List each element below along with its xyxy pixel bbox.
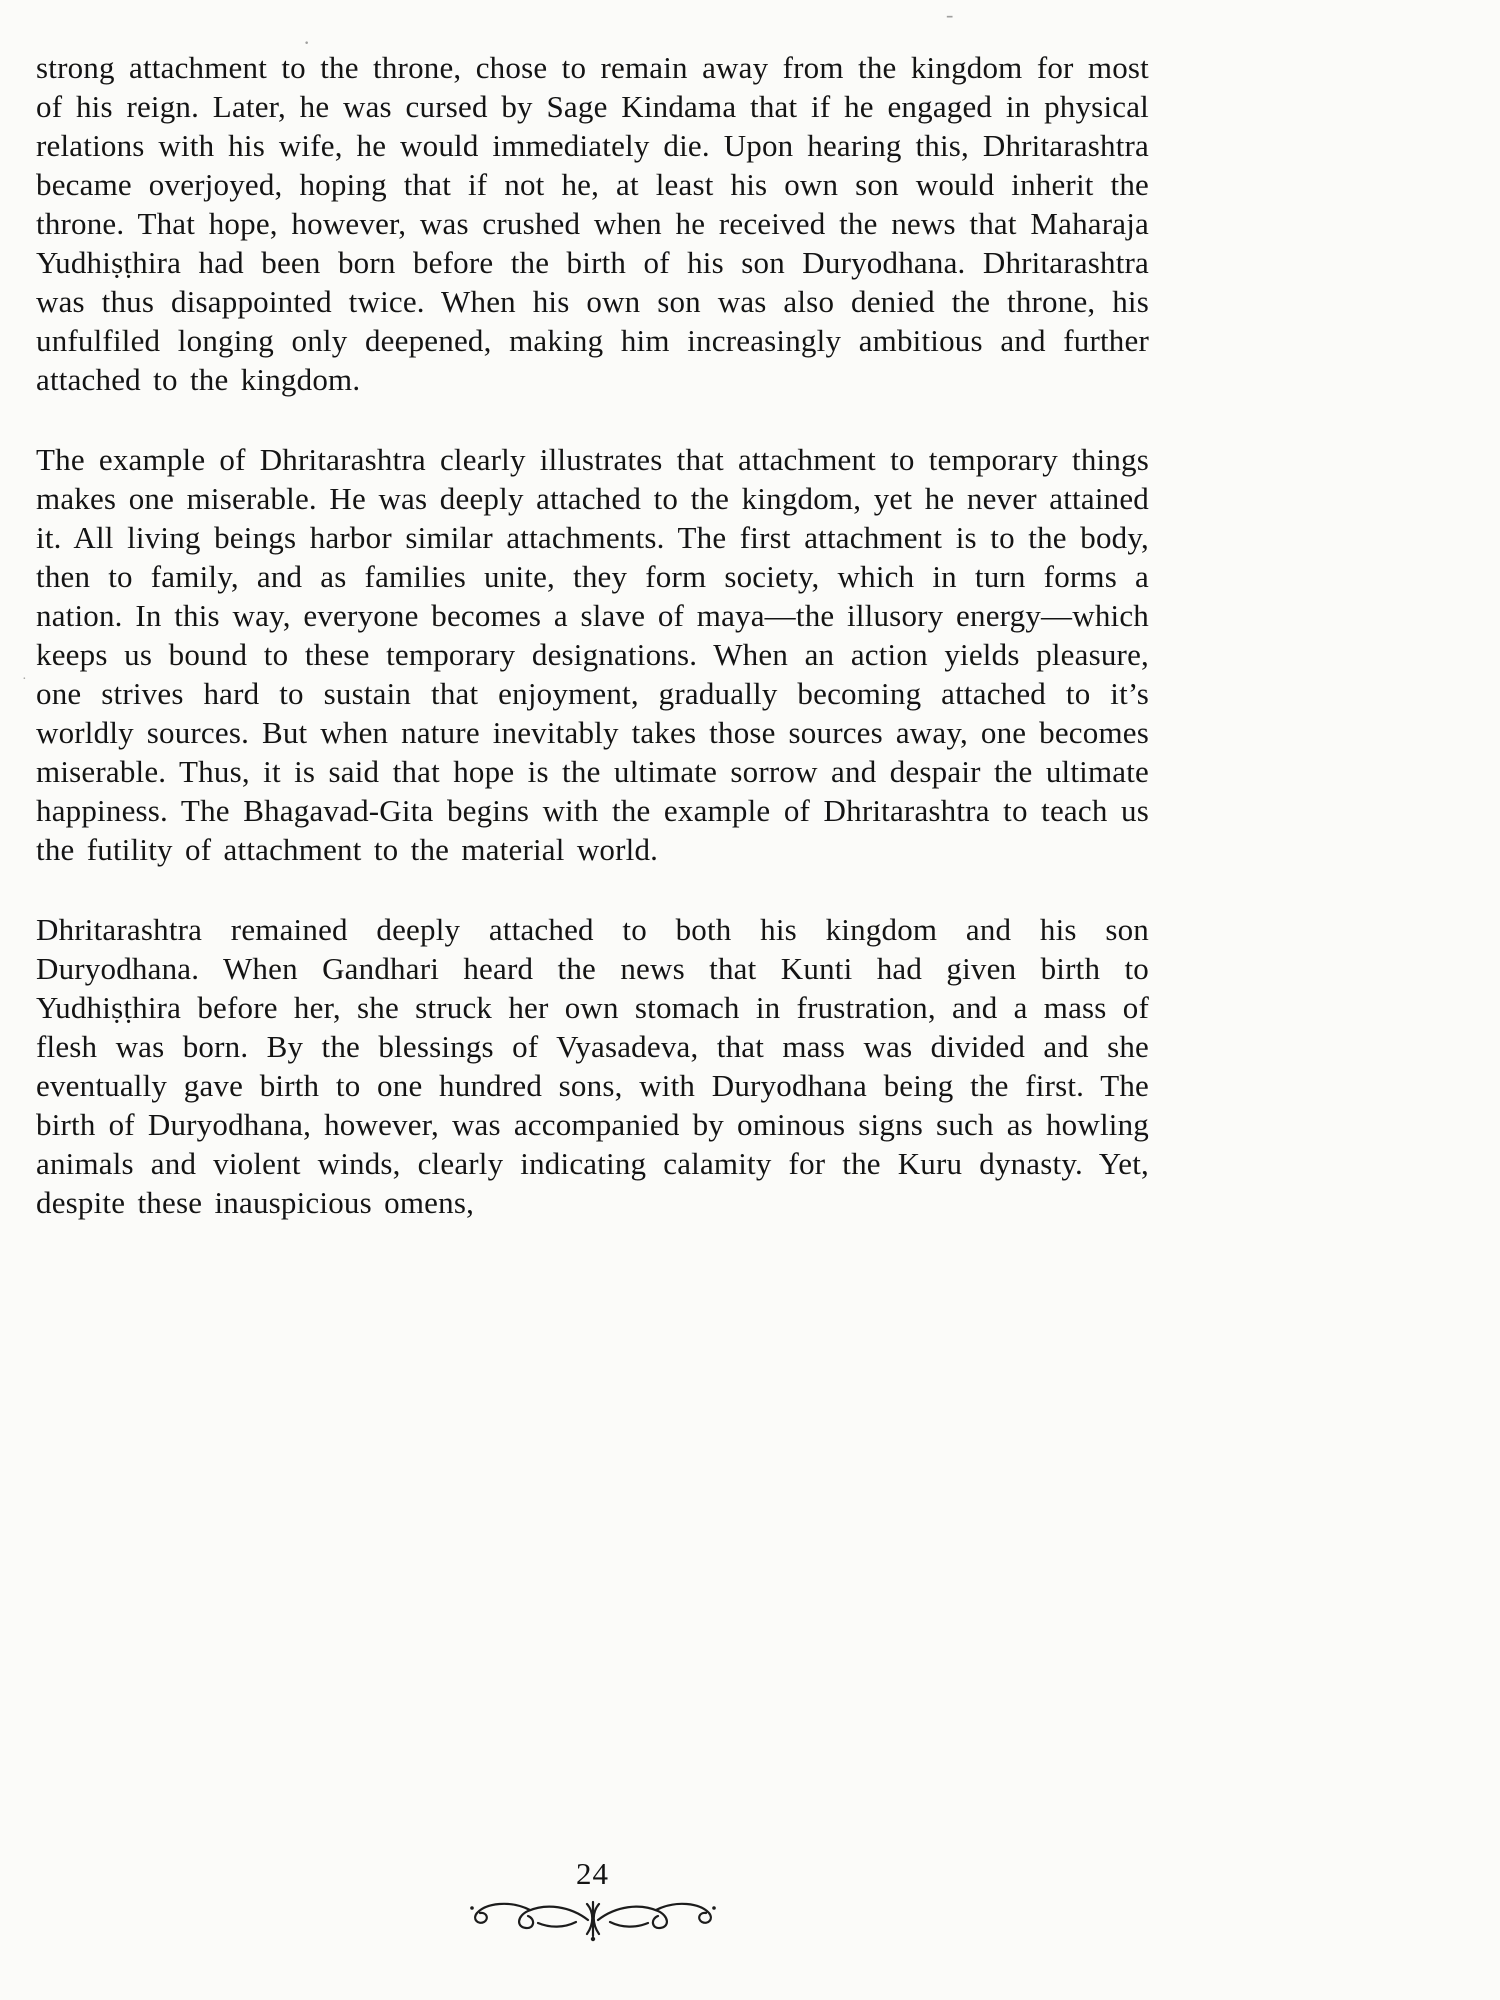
page-footer <box>36 1856 1149 1949</box>
scan-artifact: · <box>22 672 27 687</box>
scan-artifact: - <box>946 2 954 27</box>
body-text <box>36 48 1149 1263</box>
paragraph-2: The example of Dhritarashtra clearly illustrates that attachment to temporary things makes one miserable. He was deeply attached to the kingdom, yet he never attained it. All living beings harbor similar attachments. The first attachment is to the body, then to family, and as families unite, they form society, which in turn forms a nation. In this way, everyone becomes a slave of maya—the illusory energy—which keeps us bound to these temporary designations. When an action yields pleasure, one strives hard to sustain that enjoyment, gradually becoming attached to it’s worldly sources. But when nature inevitably takes those sources away, one becomes miserable. Thus, it is said that hope is the ultimate sorrow and despair the ultimate happiness. The Bhagavad-Gita begins with the example of Dhritarashtra to teach us the futility of attachment to the material world. <box>36 442 1149 867</box>
scan-artifact: · <box>303 30 311 55</box>
paragraph-3: Dhritarashtra remained deeply attached to both his kingdom and his son Duryodhana. When Gandhari heard the news that Kunti had given birth to Yudhiṣṭhira before her, she struck her own stomach in frustration, and a mass of flesh was born. By the blessings of Vyasadeva, that mass was divided and she eventually gave birth to one hundred sons, with Duryodhana being the first. The birth of Duryodhana, however, was accompanied by ominous signs such as howling animals and violent winds, clearly indicating calamity for the Kuru dynasty. Yet, despite these inauspicious omens, <box>36 912 1149 1220</box>
footer-flourish-icon <box>36 1894 1149 1949</box>
page-number: 24 <box>576 1856 609 1891</box>
paragraph-1: strong attachment to the throne, chose to remain away from the kingdom for most of his reign. Later, he was cursed by Sage Kindama that if he engaged in physical relations with his wife, he would immediately die. Upon hearing this, Dhritarashtra became overjoyed, hoping that if not he, at least his own son would inherit the throne. That hope, however, was crushed when he received the news that Maharaja Yudhiṣṭhira had been born before the birth of his son Duryodhana. Dhritarashtra was thus disappointed twice. When his own son was also denied the throne, his unfulfiled longing only deepened, making him increasingly ambitious and further attached to the kingdom. <box>36 50 1149 397</box>
